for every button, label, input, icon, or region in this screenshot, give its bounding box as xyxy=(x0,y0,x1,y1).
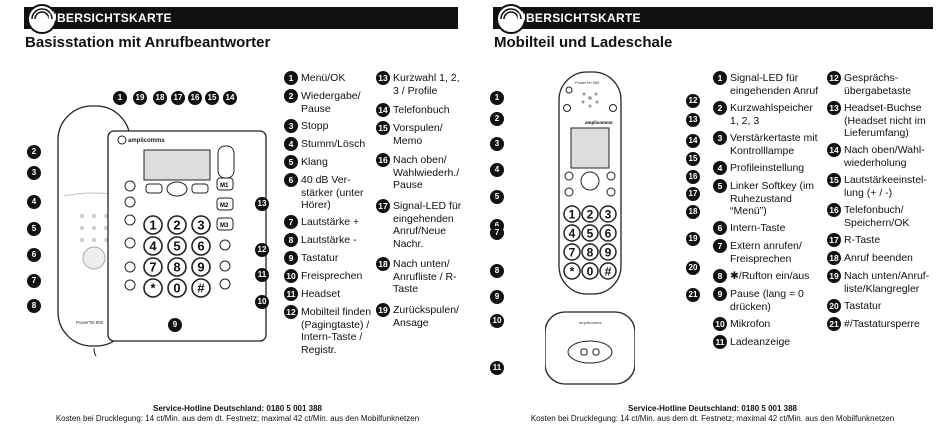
callout-number: 17 xyxy=(171,91,185,105)
callout-number: 11 xyxy=(490,361,504,375)
keypad-key-label: 6 xyxy=(197,238,205,254)
keypad-key-label: # xyxy=(604,264,612,279)
keypad-key-label: 2 xyxy=(586,207,594,222)
callout-number: 17 xyxy=(686,187,700,201)
callout-number: 4 xyxy=(27,195,41,209)
callout-number: 2 xyxy=(490,112,504,126)
keypad-key-label: 4 xyxy=(149,238,157,254)
keypad-key-label: 5 xyxy=(173,238,181,254)
footer xyxy=(475,404,950,423)
callout-number: 16 xyxy=(188,91,202,105)
header-title: ÜBERSICHTSKARTE xyxy=(517,11,641,25)
keypad-key-label: 9 xyxy=(604,245,612,260)
callout-number: 5 xyxy=(27,222,41,236)
callout-number: 16 xyxy=(686,170,700,184)
cost-note: Kosten bei Drucklegung: 14 ct/Min. aus dem dt. Festnetz; maximal 42 ct/Min. aus den Mobilfunknetzen xyxy=(530,413,895,423)
callout-number: 10 xyxy=(490,314,504,328)
keypad-key-label: 1 xyxy=(149,217,157,233)
keypad-key-label: 4 xyxy=(568,226,576,241)
callout-number: 18 xyxy=(686,205,700,219)
callout-number: 14 xyxy=(223,91,237,105)
callout-number: 19 xyxy=(686,232,700,246)
section-title: Mobilteil und Ladeschale xyxy=(494,34,673,51)
cost-note: Kosten bei Drucklegung: 14 ct/Min. aus dem dt. Festnetz; maximal 42 ct/Min. aus den Mobilfunknetzen xyxy=(55,413,420,423)
callout-number: 5 xyxy=(490,190,504,204)
callout-number: 9 xyxy=(490,290,504,304)
callout-number: 2 xyxy=(27,145,41,159)
callout-number: 8 xyxy=(27,299,41,313)
callout-number: 4 xyxy=(490,163,504,177)
keypad-key-label: 3 xyxy=(604,207,612,222)
keypad-key-label: * xyxy=(150,280,156,296)
keypad-key-label: # xyxy=(197,280,205,296)
callout-number: 9 xyxy=(168,318,182,332)
keypad-key-label: 5 xyxy=(586,226,594,241)
keypad-key-label: 3 xyxy=(197,217,205,233)
legend-column-2: 13 Kurzwahl 1, 2, 3 / Profile 14 Telefonbuch 15 Vorspulen/ Memo 16 Nach oben/ Wahlwiederh./ Pause 17 Signal-LED für eingehenden Anruf/Neue Nachr. 18 Nach unten/ Anrufliste / R-Taste 19 Zurückspulen/ Ansage xyxy=(376,72,462,372)
keypad-key-label: 0 xyxy=(173,280,181,296)
svg-text:M3: M3 xyxy=(220,223,229,229)
header-title: ÜBERSICHTSKARTE xyxy=(48,11,172,25)
svg-text:amplicomms: amplicomms xyxy=(585,120,613,125)
callout-number: 11 xyxy=(255,268,269,282)
callout-number: 3 xyxy=(27,166,41,180)
keypad-key-label: 7 xyxy=(568,245,576,260)
keypad-key-label: 2 xyxy=(173,217,181,233)
keypad-key-label: * xyxy=(569,264,575,279)
keypad-key-label: 8 xyxy=(173,259,181,275)
callout-number: 10 xyxy=(255,295,269,309)
footer xyxy=(0,404,475,423)
svg-text:amplicomms: amplicomms xyxy=(128,138,165,144)
keypad-key-label: 1 xyxy=(568,207,576,222)
legend-column-2: 12 Gesprächs- übergabetaste 13 Headset-Buchse (Headset nicht im Lieferumfang) 14 Nach oben/Wahl- wiederholung 15 Lautstärkeeinstel- lung (+ / -) 16 Telefonbuch/ Speichern/OK 17 R-Taste 18 Anruf beenden 19 Nach unten/Anruf- liste/Klangregler 20 Tastatur 21 #/Tastatursperre xyxy=(827,72,933,372)
callout-number: 15 xyxy=(686,152,700,166)
right-page xyxy=(475,0,950,429)
svg-text:M1: M1 xyxy=(220,183,229,189)
callout-number: 1 xyxy=(490,91,504,105)
section-title: Basisstation mit Anrufbeantworter xyxy=(25,34,271,51)
callout-number: 7 xyxy=(490,226,504,240)
callout-number: 7 xyxy=(27,274,41,288)
keypad-key-label: 6 xyxy=(604,226,612,241)
svg-text:M2: M2 xyxy=(220,203,229,209)
keypad-key-label: 8 xyxy=(586,245,594,260)
callout-number: 3 xyxy=(490,137,504,151)
callout-number: 6 xyxy=(27,248,41,262)
legend-column-1: 1 Signal-LED für eingehenden Anruf 2 Kurzwahlspeicher 1, 2, 3 3 Verstärkertaste mit Kontrolllampe 4 Profileinstellung 5 Linker Softkey (im Ruhezustand “Menü”) 6 Intern-Taste 7 Extern anrufen/ Freisprechen 8 ✱/Rufton ein/aus 9 Pause (lang = 0 drücken) 10 Mikrofon 11 Ladeanzeige xyxy=(713,72,821,372)
callout-number: 13 xyxy=(255,197,269,211)
callout-number: 8 xyxy=(490,264,504,278)
keypad-key-label: 9 xyxy=(197,259,205,275)
hotline: Service-Hotline Deutschland: 0180 5 001 388 xyxy=(153,404,322,413)
svg-text:amplicomms: amplicomms xyxy=(579,320,602,325)
svg-text:PowerTel 980: PowerTel 980 xyxy=(76,320,104,325)
callout-number: 21 xyxy=(686,288,700,302)
svg-text:PowerTel 980: PowerTel 980 xyxy=(575,80,600,85)
hotline: Service-Hotline Deutschland: 0180 5 001 388 xyxy=(628,404,797,413)
callout-number: 20 xyxy=(686,261,700,275)
keypad-key-label: 0 xyxy=(586,264,594,279)
callout-number: 19 xyxy=(133,91,147,105)
callout-number: 18 xyxy=(153,91,167,105)
callout-number: 14 xyxy=(686,134,700,148)
callout-number: 1 xyxy=(113,91,127,105)
legend-column-1: 1 Menü/OK 2 Wiedergabe/ Pause 3 Stopp 4 Stumm/Lösch 5 Klang 6 40 dB Ver- stärker (unter Hörer) 7 Lautstärke + 8 Lautstärke - 9 Tastatur 10 Freisprechen 11 Headset 12 Mobilteil finden (Pagingtaste) / Intern-Taste / Registr. xyxy=(284,72,372,372)
base-station-illustration xyxy=(24,86,274,356)
callout-number: 13 xyxy=(686,113,700,127)
keypad-key-label: 7 xyxy=(149,259,157,275)
callout-number: 12 xyxy=(686,94,700,108)
handset-illustration xyxy=(545,68,635,388)
callout-number: 15 xyxy=(205,91,219,105)
callout-number: 12 xyxy=(255,243,269,257)
